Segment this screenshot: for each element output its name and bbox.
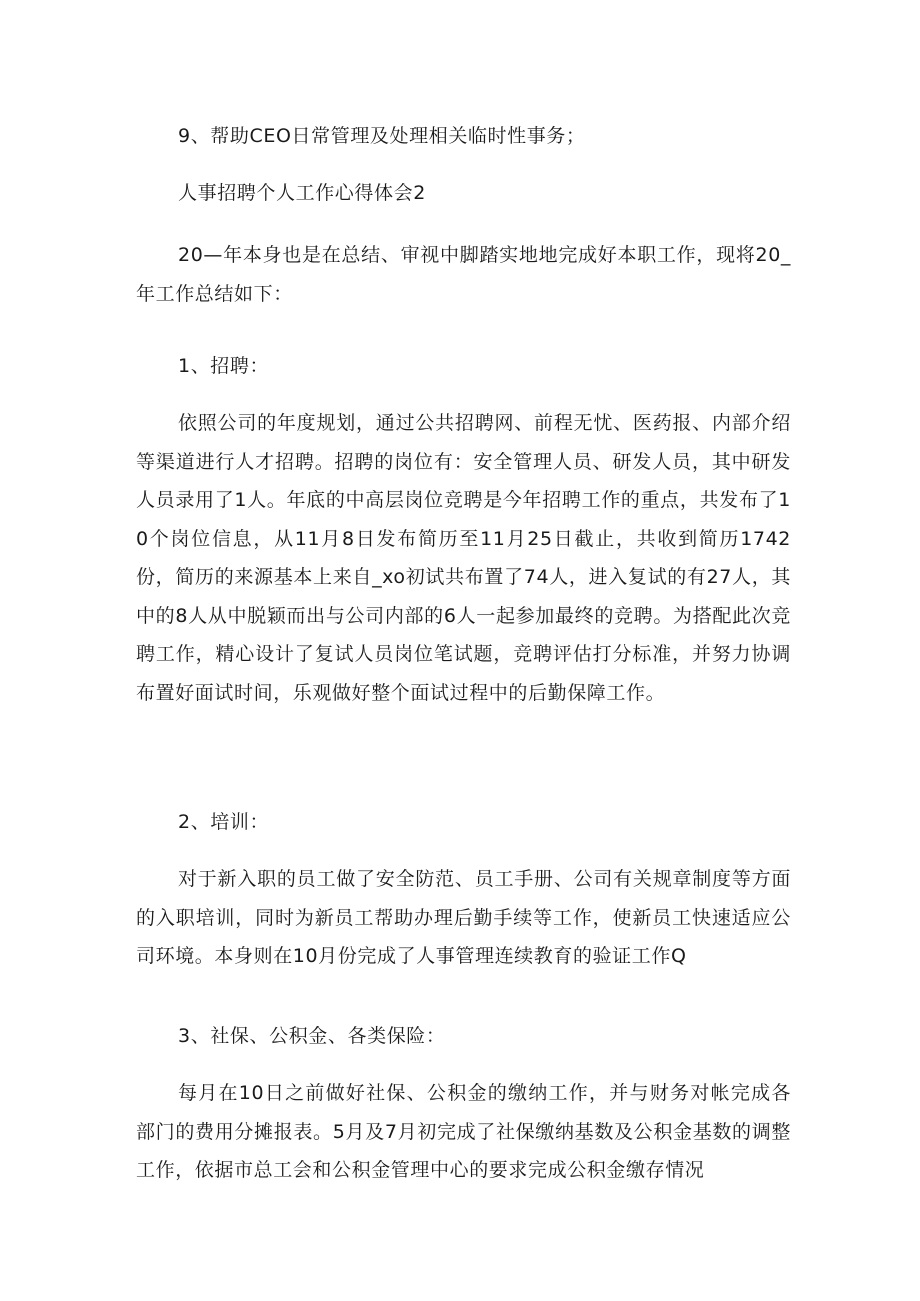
training-paragraph: 对于新入职的员工做了安全防范、员工手册、公司有关规章制度等方面的入职培训，同时为新员工帮助办理后勤手续等工作，使新员工快速适应公司环境。本身则在10月份完成了人事管理连续教育的验证工作Q (136, 868, 791, 967)
recruitment-paragraph: 依照公司的年度规划，通过公共招聘网、前程无忧、医药报、内部介绍等渠道进行人才招聘。招聘的岗位有：安全管理人员、研发人员，其中研发人员录用了1人。年底的中高层岗位竞聘是今年招聘工作的重点，共发布了10个岗位信息，从11月8日发布简历至11月25日截止，共收到简历1742份，简历的来源基本上来自_xo初试共布置了74人，进入复试的有27人，其中的8人从中脱颖而出与公司内部的6人一起参加最终的竞聘。为搭配此次竞聘工作，精心设计了复试人员岗位笔试题，竞聘评估打分标准，并努力协调布置好面试时间，乐观做好整个面试过程中的后勤保障工作。 (136, 412, 791, 704)
subheading-social-insurance: 3、社保、公积金、各类保险： (178, 1025, 446, 1047)
section-heading: 人事招聘个人工作心得体会2 (178, 182, 426, 204)
intro-paragraph: 20—年本身也是在总结、审视中脚踏实地地完成好本职工作，现将20_年工作总结如下： (136, 244, 791, 305)
paragraph-item-9: 9、帮助CEO日常管理及处理相关临时性事务； (178, 125, 586, 147)
subheading-training: 2、培训： (178, 811, 270, 833)
social-insurance-paragraph: 每月在10日之前做好社保、公积金的缴纳工作，并与财务对帐完成各部门的费用分摊报表。5月及7月初完成了社保缴纳基数及公积金基数的调整工作，依据市总工会和公积金管理中心的要求完成公积金缴存情况 (136, 1082, 791, 1181)
subheading-recruitment: 1、招聘： (178, 355, 270, 377)
